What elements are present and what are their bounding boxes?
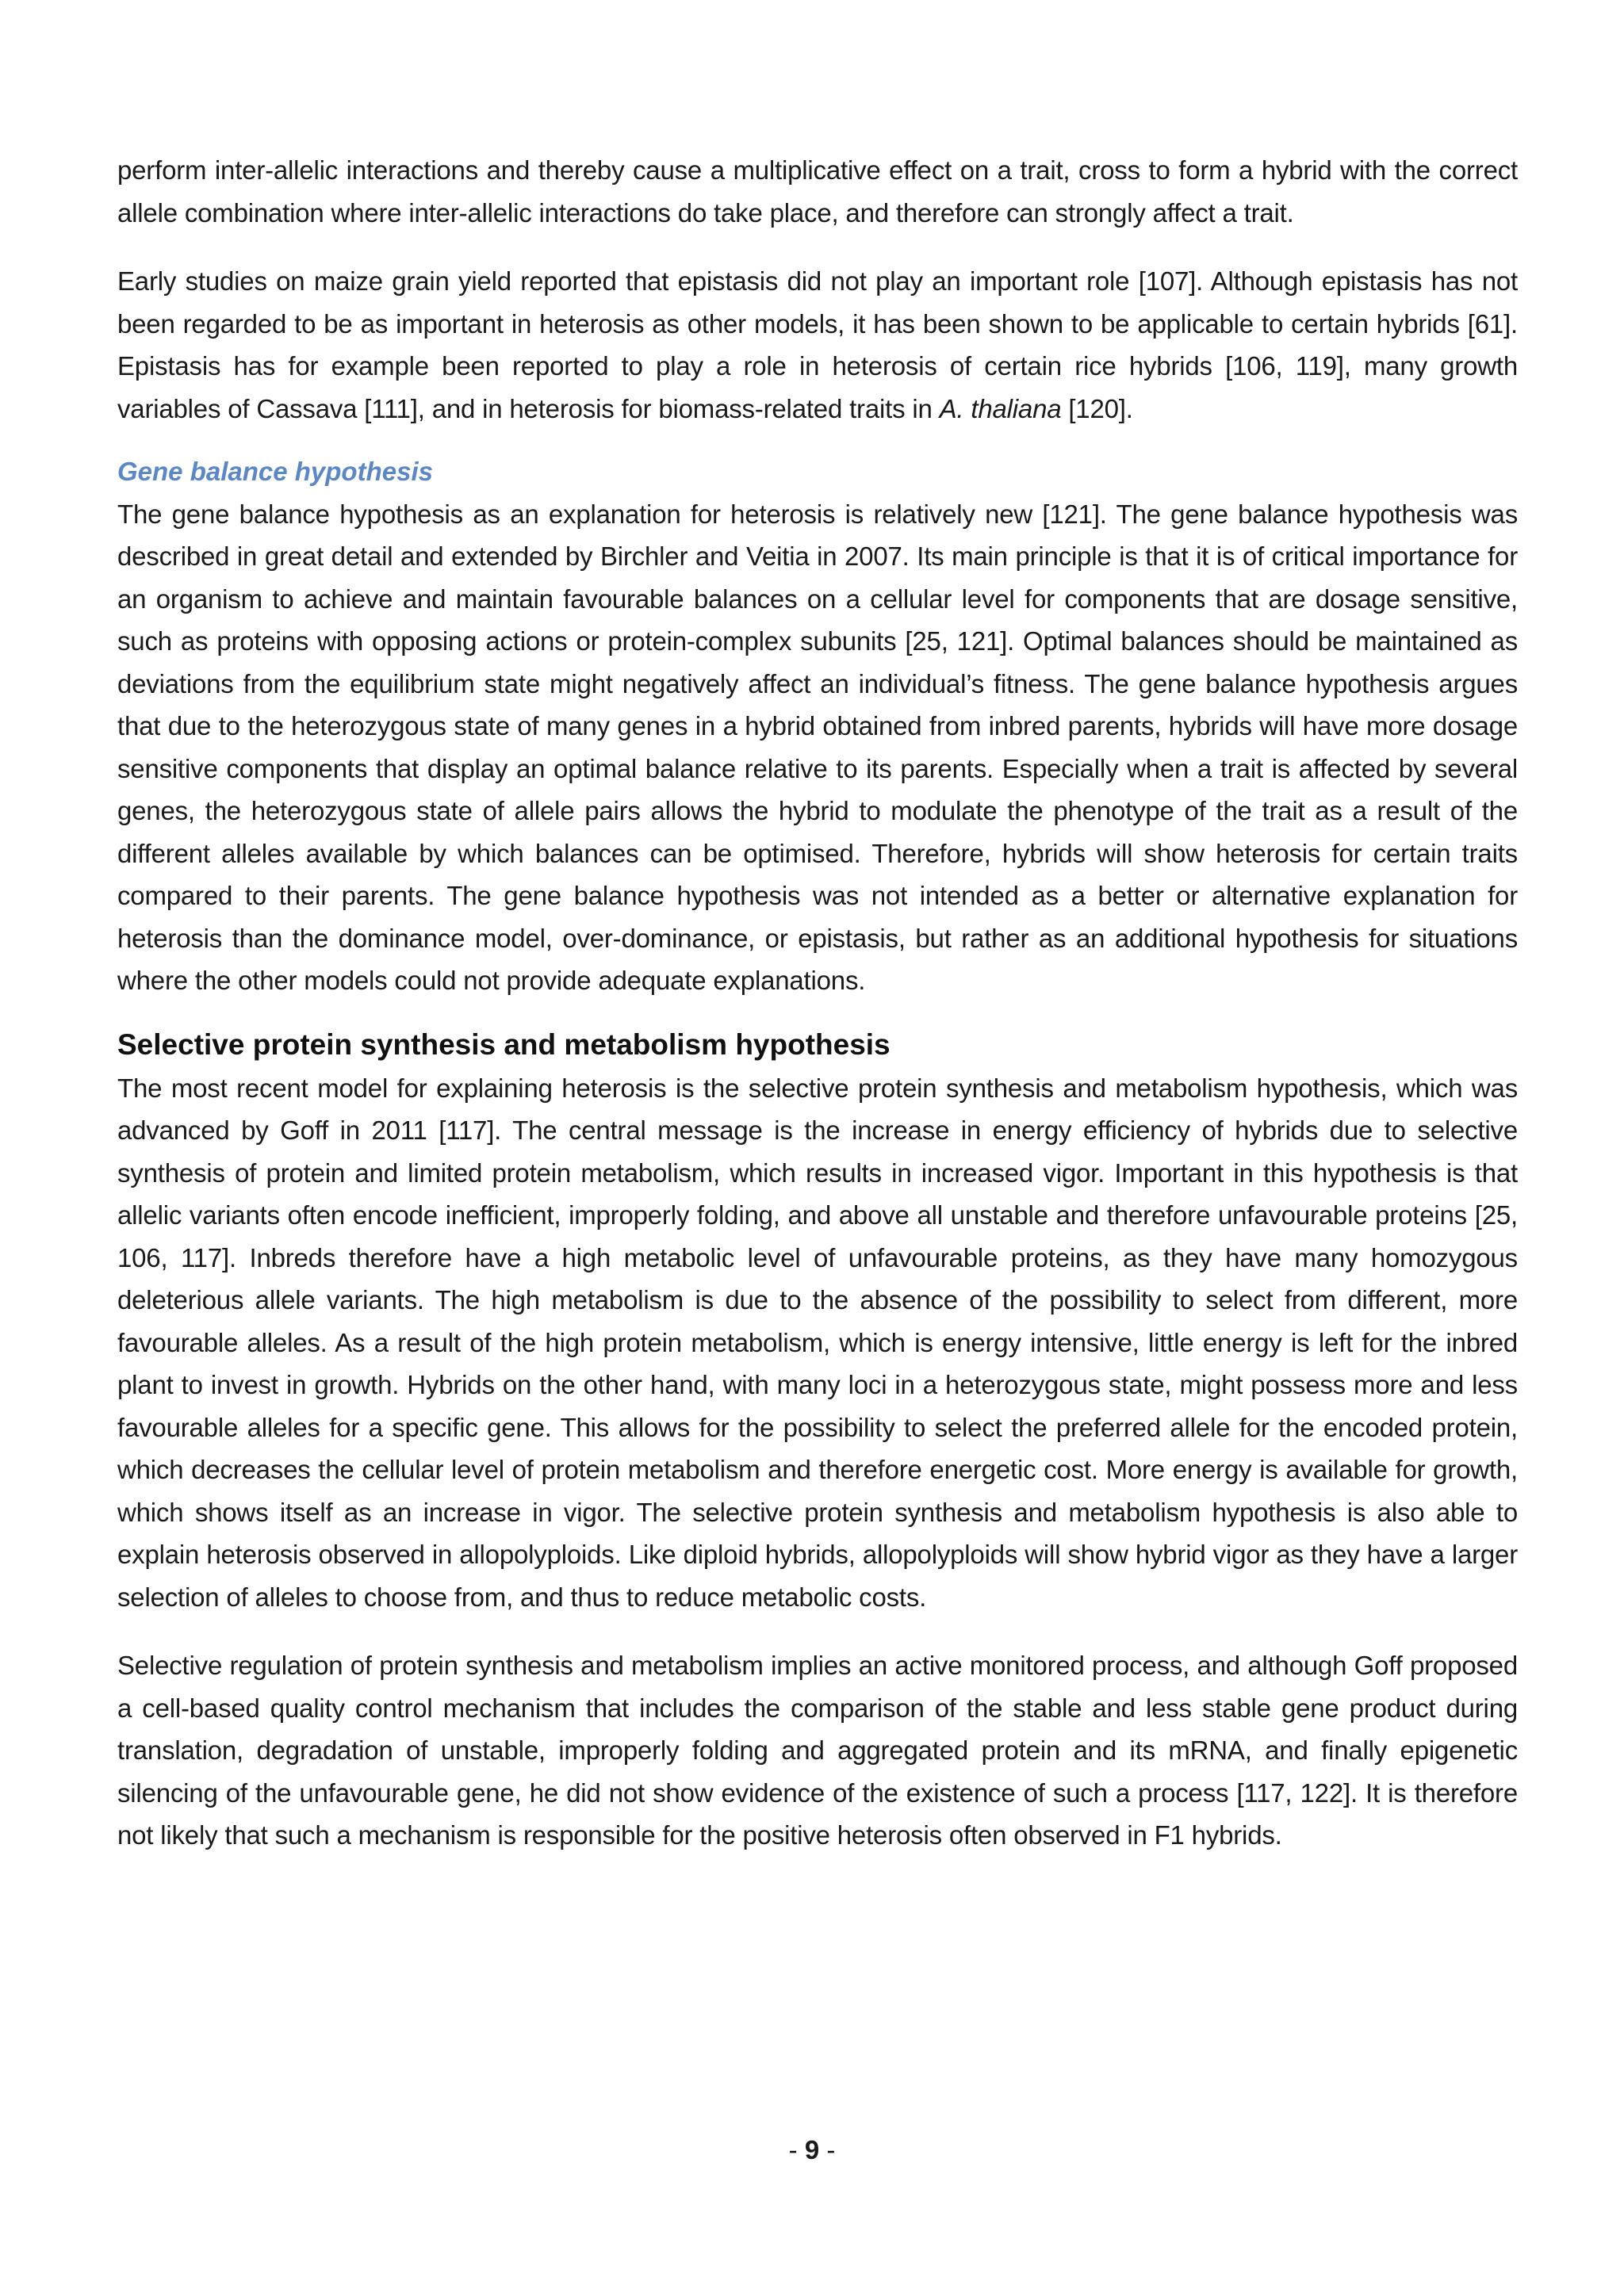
- page-number-prefix: -: [788, 2135, 805, 2164]
- paragraph-text: Early studies on maize grain yield reported that epistasis did not play an important role [107]. Although epistasis has not been regarded to be as important in heterosis as other models, it has been shown to be applicable to certain hybrids [61]. Epistasis has for example been reported to play a role in heterosis of certain rice hybrids [106, 119], many growth variables of Cassava [111], and in heterosis for biomass-related traits in: [117, 266, 1518, 423]
- subheading-gene-balance: Gene balance hypothesis: [117, 457, 433, 486]
- page-number: [0, 2133, 1624, 2168]
- paragraph-gene-balance: The gene balance hypothesis as an explanation for heterosis is relatively new [121]. The gene balance hypothesis was described in great detail and extended by Birchler and Veitia in 2007. Its main principle is that it is of critical importance for an organism to achieve and maintain favourable balances on a cellular level for components that are dosage sensitive, such as proteins with opposing actions or protein-complex subunits [25, 121]. Optimal balances should be maintained as deviations from the equilibrium state might negatively affect an individual’s fitness. The gene balance hypothesis argues that due to the heterozygous state of many genes in a hybrid obtained from inbred parents, hybrids will have more dosage sensitive components that display an optimal balance relative to its parents. Especially when a trait is affected by several genes, the heterozygous state of allele pairs allows the hybrid to modulate the phenotype of the trait as a result of the different alleles available by which balances can be optimised. Therefore, hybrids will show heterosis for certain traits compared to their parents. The gene balance hypothesis was not intended as a better or alternative explanation for heterosis than the dominance model, over-dominance, or epistasis, but rather as an additional hypothesis for situations where the other models could not provide adequate explanations.: [117, 499, 1518, 995]
- paragraph-epistasis-studies: [117, 260, 1518, 430]
- paragraph-text-end: [120].: [1061, 393, 1133, 423]
- paragraph-epistasis-continued: perform inter-allelic interactions and thereby cause a multiplicative effect on a trait, cross to form a hybrid with the correct allele combination where inter-allelic interactions do take place, and therefore can strongly affect a trait.: [117, 155, 1518, 228]
- page-body: [117, 149, 1518, 1883]
- page-number-value: 9: [804, 2135, 820, 2164]
- paragraph-selective-protein-2: Selective regulation of protein synthesis and metabolism implies an active monitored process, and although Goff proposed a cell-based quality control mechanism that includes the comparison of the stable and less stable gene product during translation, degradation of unstable, improperly folding and aggregated protein and its mRNA, and finally epigenetic silencing of the unfavourable gene, he did not show evidence of the existence of such a process [117, 122]. It is therefore not likely that such a mechanism is responsible for the positive heterosis often observed in F1 hybrids.: [117, 1651, 1518, 1850]
- heading-selective-protein: Selective protein synthesis and metabolism hypothesis: [117, 1027, 891, 1061]
- page-number-suffix: -: [819, 2135, 836, 2164]
- species-name: A. thaliana: [939, 393, 1062, 423]
- paragraph-selective-protein-1: The most recent model for explaining heterosis is the selective protein synthesis and metabolism hypothesis, which was advanced by Goff in 2011 [117]. The central message is the increase in energy efficiency of hybrids due to selective synthesis of protein and limited protein metabolism, which results in increased vigor. Important in this hypothesis is that allelic variants often encode inefficient, improperly folding, and above all unstable and therefore unfavourable proteins [25, 106, 117]. Inbreds therefore have a high metabolic level of unfavourable proteins, as they have many homozygous deleterious allele variants. The high metabolism is due to the absence of the possibility to select from different, more favourable alleles. As a result of the high protein metabolism, which is energy intensive, little energy is left for the inbred plant to invest in growth. Hybrids on the other hand, with many loci in a heterozygous state, might possess more and less favourable alleles for a specific gene. This allows for the possibility to select the preferred allele for the encoded protein, which decreases the cellular level of protein metabolism and therefore energetic cost. More energy is available for growth, which shows itself as an increase in vigor. The selective protein synthesis and metabolism hypothesis is also able to explain heterosis observed in allopolyploids. Like diploid hybrids, allopolyploids will show hybrid vigor as they have a larger selection of alleles to choose from, and thus to reduce metabolic costs.: [117, 1073, 1518, 1612]
